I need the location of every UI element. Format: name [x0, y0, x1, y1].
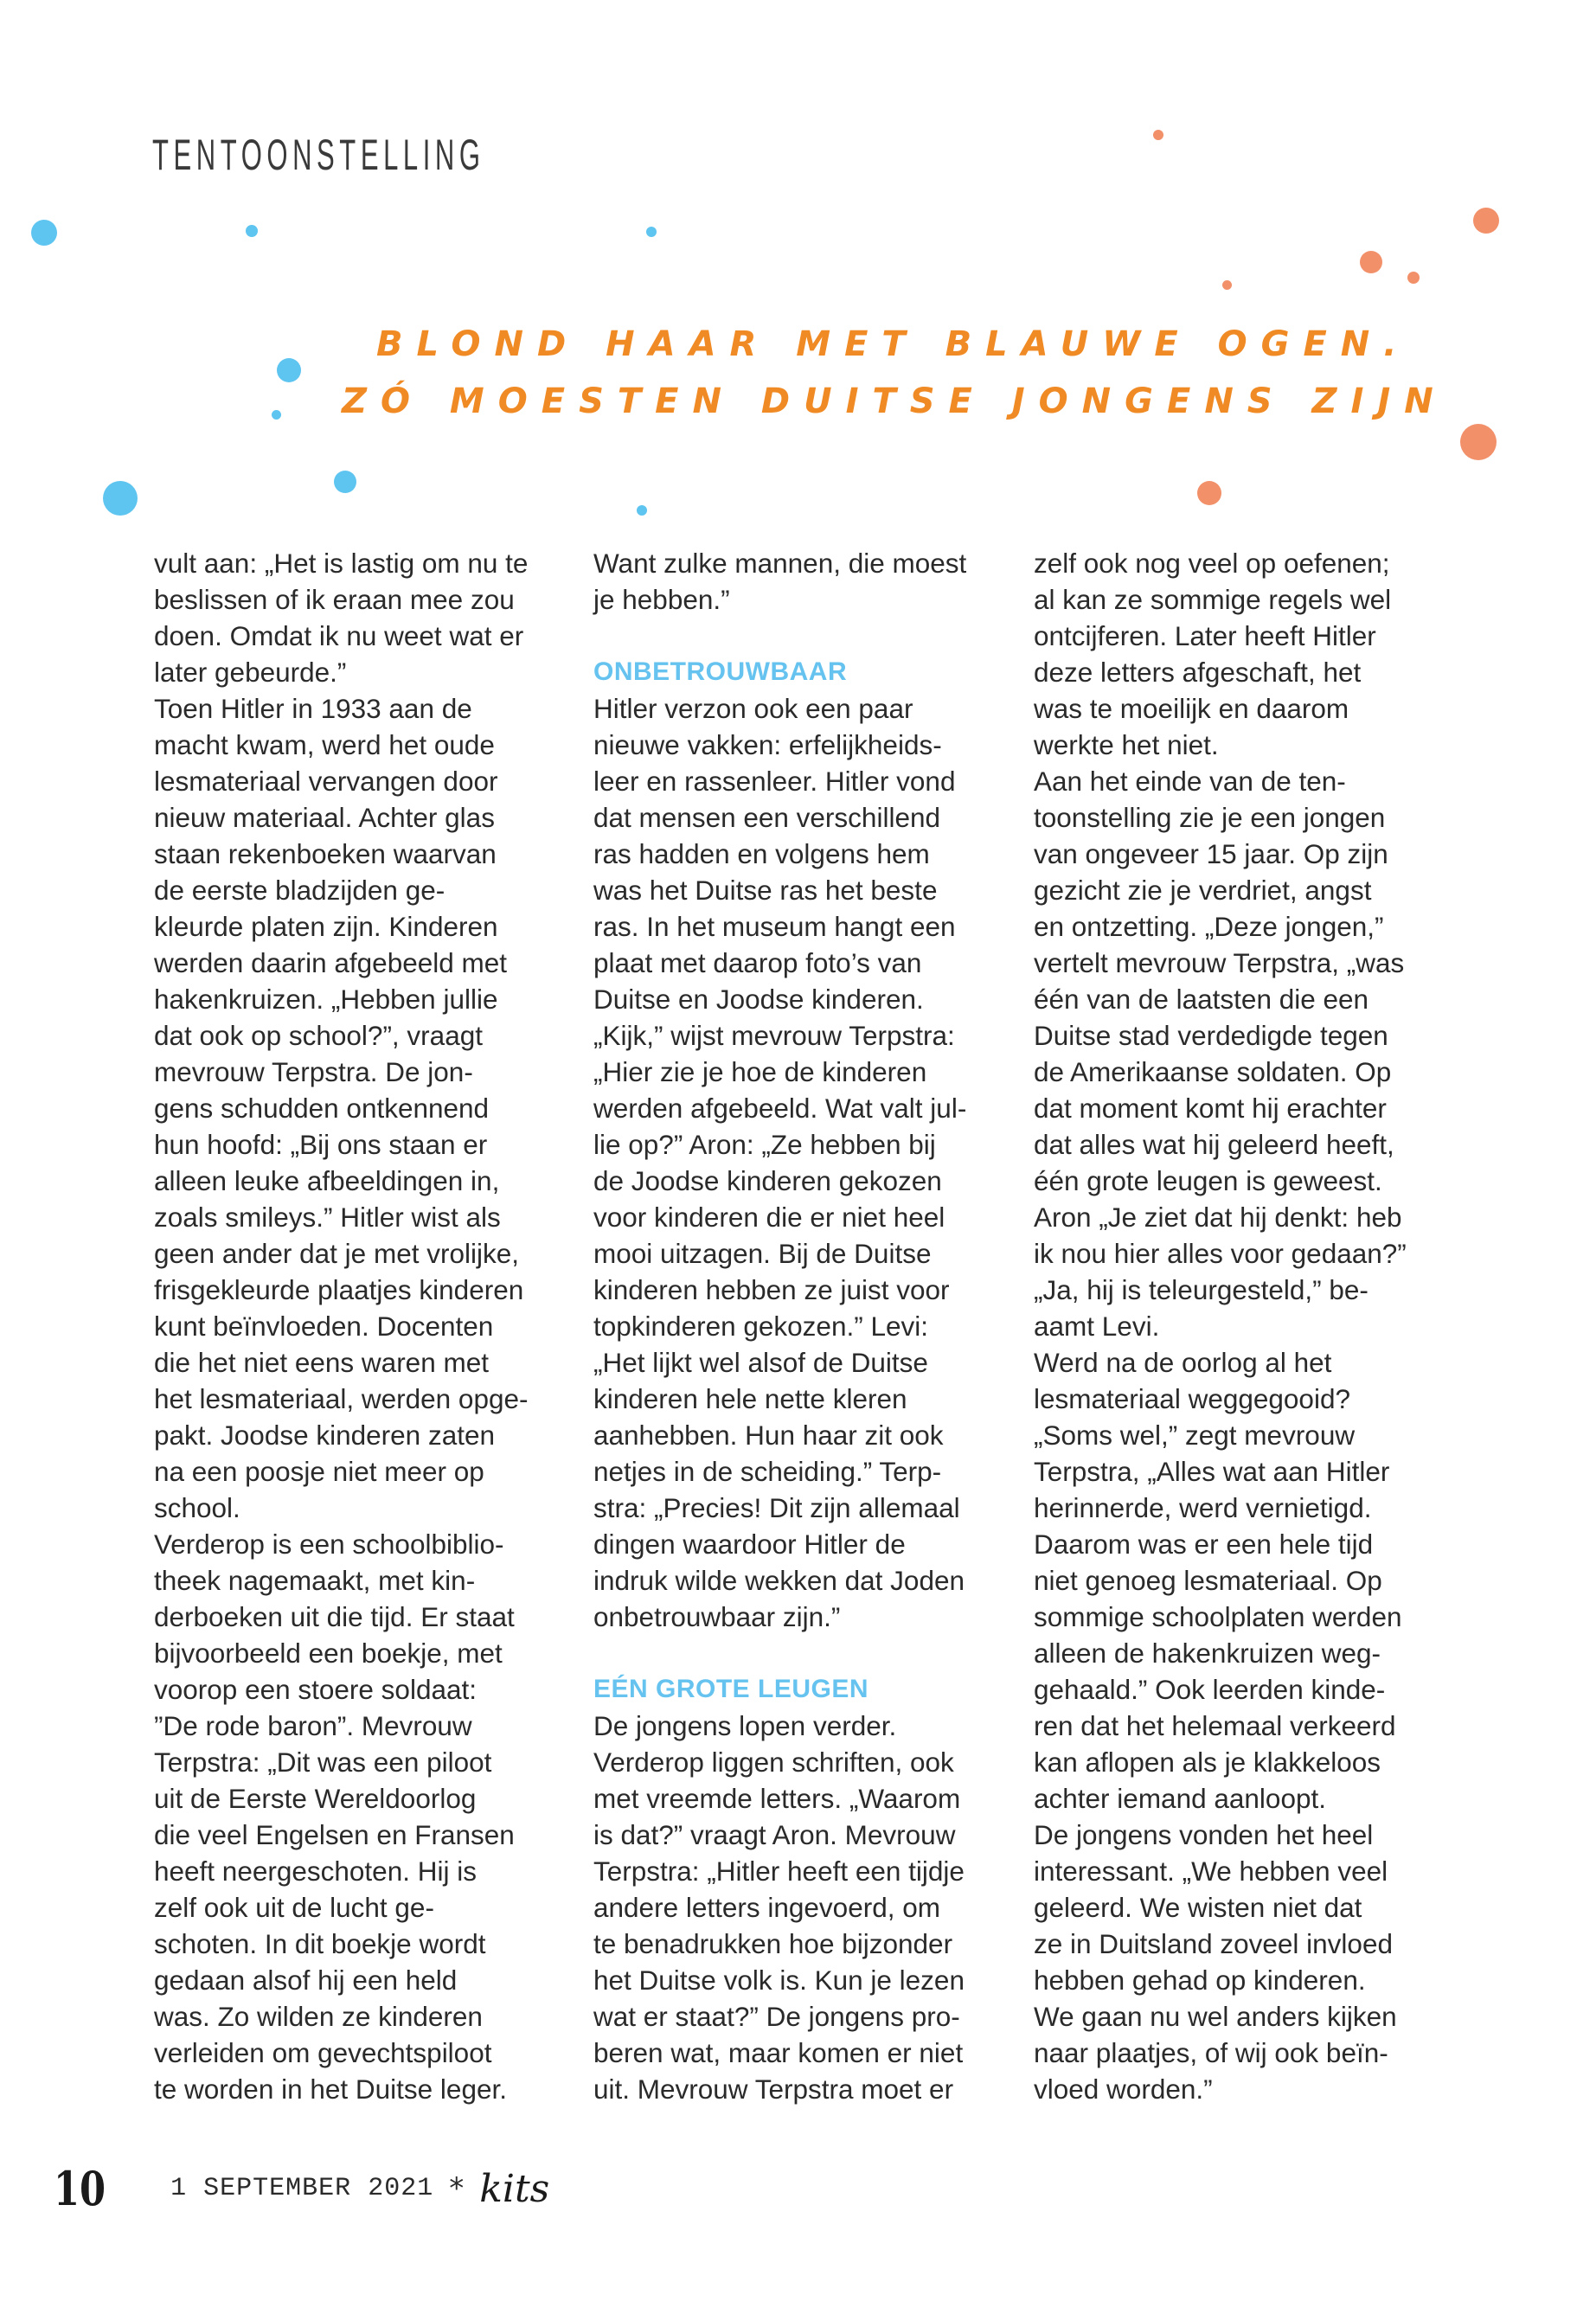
paragraph: zelf ook nog veel op oefenen; al kan ze sommige regels wel ontcijferen. Later heeft Hitler deze letters afgeschaft, het was te moeilijk en daarom werkte het niet. Aan het einde van de ten- toonstelling zie je een jongen van ongeveer 15 jaar. Op zijn gezicht zie je verdriet, angst en ontzetting. „Deze jongen,” vertelt mevrouw Terpstra, „was één van de laatsten die een Duitse stad verdedigde tegen de Amerikaanse soldaten. Op dat moment komt hij erachter dat alles wat hij geleerd heeft, één grote leugen is geweest. Aron „Je ziet dat hij denkt: heb ik nou hier alles voor gedaan?” „Ja, hij is teleurgesteld,” be- aamt Levi. Werd na de oorlog al het lesmateriaal weggegooid? „Soms wel,” zegt mevrouw Terpstra, „Alles wat aan Hitler herinnerde, werd vernietigd. Daarom was er een hele tijd niet genoeg lesmateriaal. Op sommige schoolplaten werden alleen de hakenkruizen weg- gehaald.” Ook leerden kinde- ren dat het helemaal verkeerd kan aflopen als je klakkeloos achter iemand aanloopt. De jongens vonden het heel interessant. „We hebben veel geleerd. We wisten niet dat ze in Duitsland zoveel invloed hebben gehad op kinderen. We gaan nu wel anders kijken naar plaatjes, of wij ook beïn- vloed worden.” [1034, 548, 1407, 2105]
decorative-dot-orange [1360, 251, 1382, 273]
article-column-2 [593, 545, 1009, 2107]
issue-date: 1 SEPTEMBER 2021 [170, 2174, 434, 2203]
decorative-dot-orange [1460, 424, 1497, 460]
section-label [152, 130, 485, 180]
paragraph: vult aan: „Het is lastig om nu te beslissen of ik eraan mee zou doen. Omdat ik nu weet wat er later gebeurde.” Toen Hitler in 1933 aan de macht kwam, werd het oude lesmateriaal vervangen door nieuw materiaal. Achter glas staan rekenboeken waarvan de eerste bladzijden ge- kleurde platen zijn. Kinderen werden daarin afgebeeld met hakenkruizen. „Hebben jullie dat ook op school?”, vraagt mevrouw Terpstra. De jon- gens schudden ontkennend hun hoofd: „Bij ons staan er alleen leuke afbeeldingen in, zoals smileys.” Hitler wist als geen ander dat je met vrolijke, frisgekleurde plaatjes kinderen kunt beïnvloeden. Docenten die het niet eens waren met het lesmateriaal, werden opge- pakt. Joodse kinderen zaten na een poosje niet meer op school. Verderop is een schoolbiblio- theek nagemaakt, met kin- derboeken uit die tijd. Er staat bijvoorbeeld een boekje, met voorop een stoere soldaat: ”De rode baron”. Mevrouw Terpstra: „Dit was een piloot uit de Eerste Wereldoorlog die veel Engelsen en Fransen heeft neergeschoten. Hij is zelf ook uit de lucht ge- schoten. In dit boekje wordt gedaan alsof hij een held was. Zo wilden ze kinderen verleiden om gevechtspiloot te worden in het Duitse leger. [154, 548, 529, 2105]
decorative-dot-blue [31, 220, 57, 246]
decorative-dot-blue [277, 358, 301, 382]
decorative-dot-orange [1222, 280, 1232, 290]
decorative-dot-orange [1197, 481, 1221, 505]
subheading-een-grote-leugen: EÉN GROTE LEUGEN [593, 1675, 869, 1703]
page-footer [54, 2154, 549, 2223]
headline-line-1: BLOND HAAR MET BLAUWE OGEN. [376, 324, 1411, 364]
decorative-dot-blue [334, 471, 356, 493]
headline-line-2: ZÓ MOESTEN DUITSE JONGENS ZIJN [342, 381, 1447, 421]
decorative-dot-blue [646, 227, 657, 237]
article-column-3 [1034, 545, 1449, 2107]
section-label-text: TENTOONSTELLING [152, 131, 485, 179]
paragraph: De jongens lopen verder. Verderop liggen schriften, ook met vreemde letters. „Waarom is dat?” vraagt Aron. Mevrouw Terpstra: „Hitler heeft een tijdje andere letters ingevoerd, om te benadrukken hoe bijzonder het Duitse volk is. Kun je lezen wat er staat?” De jongens pro- beren wat, maar komen er niet uit. Mevrouw Terpstra moet er [593, 1710, 965, 2105]
decorative-dot-blue [272, 410, 281, 420]
brand-logo: kits [479, 2166, 550, 2211]
decorative-dot-blue [246, 225, 258, 237]
paragraph: Want zulke mannen, die moest je hebben.” [593, 548, 967, 615]
decorative-dot-orange [1153, 130, 1163, 140]
page-number: 10 [54, 2161, 106, 2216]
decorative-dot-blue [103, 481, 138, 516]
paragraph: Hitler verzon ook een paar nieuwe vakken: erfelijkheids- leer en rassenleer. Hitler vond dat mensen een verschillend ras hadden en volgens hem was het Duitse ras het beste ras. In het museum hangt een plaat met daarop foto’s van Duitse en Joodse kinderen. „Kijk,” wijst mevrouw Terpstra: „Hier zie je hoe de kinderen werden afgebeeld. Wat valt jul- lie op?” Aron: „Ze hebben bij de Joodse kinderen gekozen voor kinderen die er niet heel mooi uitzagen. Bij de Duitse kinderen hebben ze juist voor topkinderen gekozen.” Levi: „Het lijkt wel alsof de Duitse kinderen hele nette kleren aanhebben. Hun haar zit ook netjes in de scheiding.” Terp- stra: „Precies! Dit zijn allemaal dingen waardoor Hitler de indruk wilde wekken dat Joden onbetrouwbaar zijn.” [593, 693, 967, 1632]
decorative-dot-orange [1407, 272, 1420, 284]
subheading-onbetrouwbaar: ONBETROUWBAAR [593, 657, 848, 686]
article-column-1 [154, 545, 569, 2107]
headline [342, 316, 1447, 430]
decorative-dot-orange [1473, 208, 1499, 234]
asterisk-icon: * [449, 2171, 465, 2206]
decorative-dot-blue [637, 505, 647, 516]
